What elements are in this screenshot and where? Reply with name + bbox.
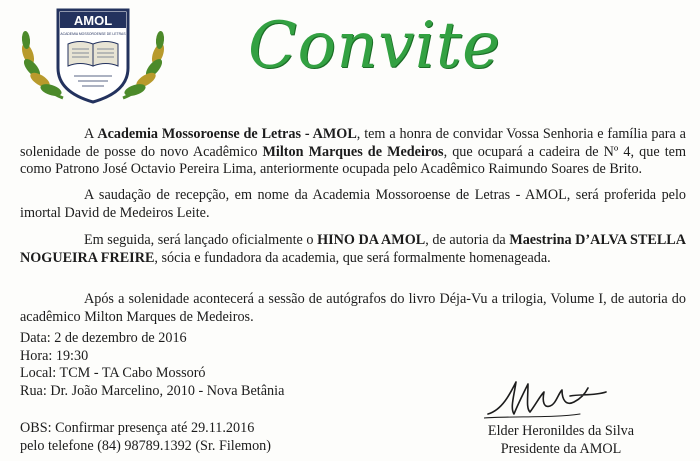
rsvp-phone: pelo telefone (84) 98789.1392 (Sr. Filemon) [20, 437, 271, 454]
academy-name: Academia Mossoroense de Letras - AMOL [97, 126, 357, 142]
paragraph-anthem: Em seguida, será lançado oficialmente o HINO DA AMOL, de autoria da Maestrina D’ALVA STELLA NOGUEIRA FREIRE, sócia e fundadora da academia, que será formalmente homenageada. [20, 232, 686, 266]
paragraph-greeting: A saudação de recepção, em nome da Academia Mossoroense de Letras - AMOL, será proferida pelo imortal David de Medeiros Leite. [20, 187, 686, 221]
rsvp-deadline: OBS: Confirmar presença até 29.11.2016 [20, 420, 255, 436]
event-date: Data: 2 de dezembro de 2016 [20, 330, 187, 346]
anthem-name: HINO DA AMOL [317, 232, 426, 248]
paragraph-invitation: A Academia Mossoroense de Letras - AMOL, tem a honra de convidar Vossa Senhoria e família para a solenidade de posse do novo Acadêmico Milton Marques de Medeiros, que ocupará a cadeira de Nº 4, que tem como Patrono José Octavio Pereira Lima, anteriormente ocupada pelo Acadêmico Raimundo Soares de Brito. [20, 126, 686, 177]
event-location: Local: TCM - TA Cabo Mossoró [20, 365, 206, 381]
handwritten-signature [484, 374, 610, 422]
amol-logo [18, 6, 168, 106]
logo-subtitle: ACADEMIA MOSSOROENSE DE LETRAS [60, 32, 126, 36]
paragraph-autographs: Após a solenidade acontecerá a sessão de autógrafos do livro Déja-Vu a trilogia, Volume I, de autoria do acadêmico Milton Marques de Medeiros. [20, 291, 686, 325]
event-time: Hora: 19:30 [20, 347, 89, 364]
laurel-left [20, 31, 63, 98]
signature-block [476, 423, 646, 458]
event-street: Rua: Dr. João Marcelino, 2010 - Nova Betânia [20, 382, 285, 399]
maestrina-name: Maestrina D’ALVA STELLA NOGUEIRA FREIRE [20, 232, 686, 266]
signatory-name: Elder Heronildes da Silva [487, 423, 635, 439]
signatory-role: Presidente da AMOL [500, 440, 622, 457]
rsvp-note [20, 420, 271, 455]
laurel-right [123, 31, 166, 98]
academician-name: Milton Marques de Medeiros [262, 143, 444, 160]
invitation-title: Convite [248, 9, 501, 83]
event-info [20, 330, 284, 400]
open-book-icon [68, 42, 118, 67]
logo-name: AMOL [73, 13, 113, 28]
